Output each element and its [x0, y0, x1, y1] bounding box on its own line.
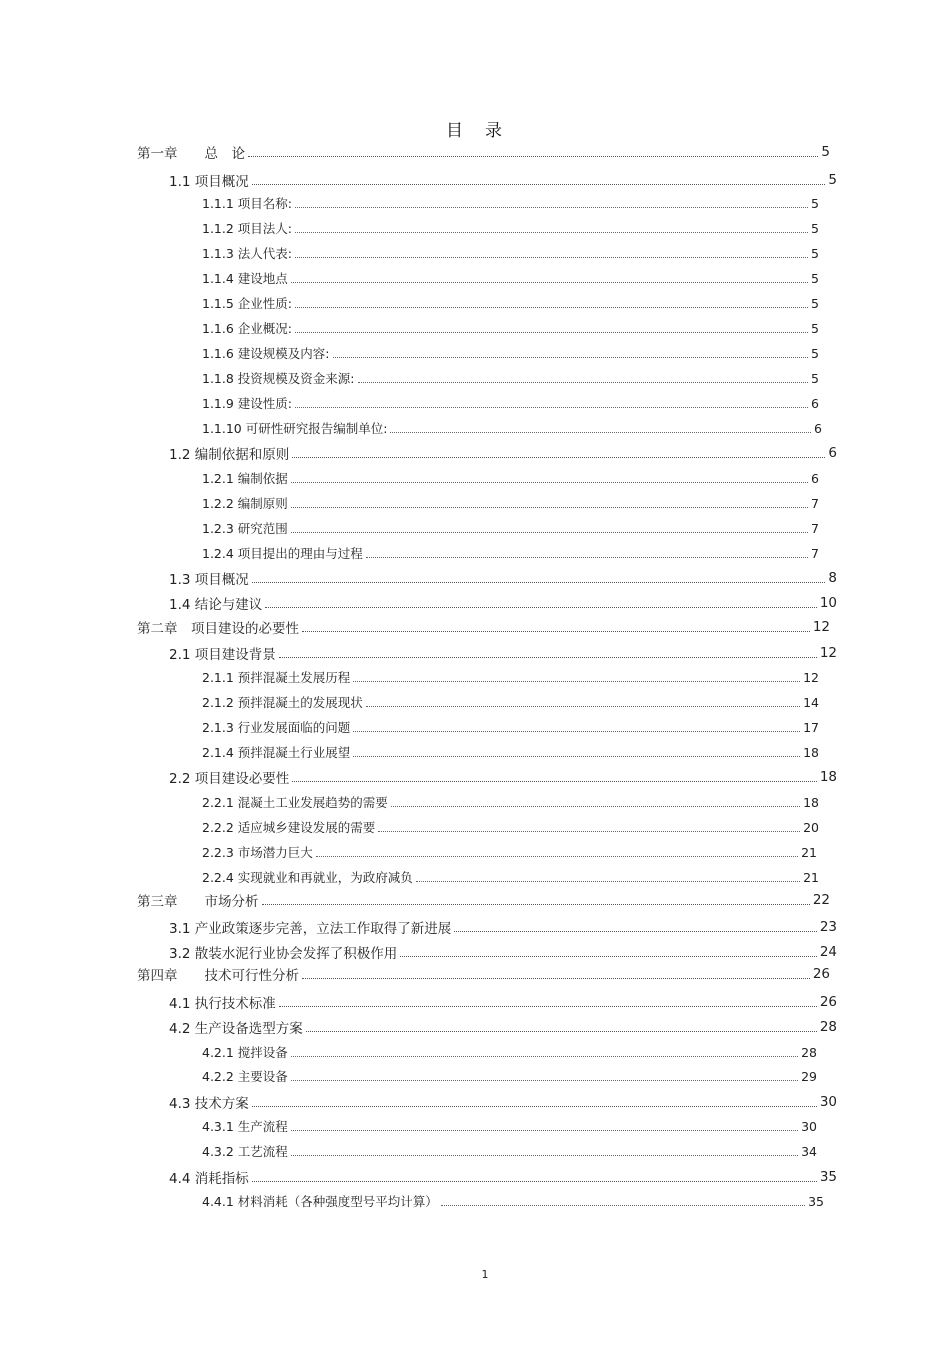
toc-entry[interactable] — [202, 293, 819, 313]
dot-leader — [292, 781, 817, 782]
dot-leader — [291, 1056, 798, 1057]
toc-entry[interactable] — [202, 792, 819, 812]
toc-entry-page: 18 — [803, 744, 819, 760]
toc-entry[interactable] — [169, 942, 837, 962]
dot-leader — [358, 382, 809, 383]
dot-leader — [353, 731, 800, 732]
toc-entry[interactable] — [202, 468, 819, 488]
dot-leader — [248, 156, 818, 157]
toc-entry-page: 5 — [821, 144, 830, 160]
toc-entry-label: 1.1.1 项目名称: — [202, 196, 292, 211]
toc-entry[interactable] — [202, 243, 819, 263]
dot-leader — [291, 507, 808, 508]
toc-entry[interactable] — [169, 443, 837, 463]
toc-entry[interactable] — [169, 568, 837, 588]
toc-entry[interactable] — [202, 1141, 817, 1161]
toc-entry-page: 17 — [803, 719, 819, 735]
dot-leader — [366, 706, 800, 707]
dot-leader — [291, 1155, 798, 1156]
toc-entry-label: 1.4 结论与建议 — [169, 597, 263, 613]
toc-entry-label: 1.3 项目概况 — [169, 572, 249, 588]
toc-entry-page: 6 — [811, 470, 819, 486]
toc-entry-page: 26 — [819, 994, 837, 1010]
toc-entry-label: 4.3 技术方案 — [169, 1096, 249, 1112]
toc-entry-page: 18 — [819, 769, 837, 785]
toc-entry-label: 1.1.3 法人代表: — [202, 246, 292, 261]
toc-entry[interactable] — [202, 343, 819, 363]
toc-entry-label: 1.1 项目概况 — [169, 174, 249, 190]
toc-entry-label: 2.2.4 实现就业和再就业，为政府减负 — [202, 870, 413, 885]
toc-entry[interactable] — [202, 1066, 817, 1086]
dot-leader — [292, 457, 825, 458]
toc-entry-label: 1.1.8 投资规模及资金来源: — [202, 371, 355, 386]
dot-leader — [316, 856, 798, 857]
toc-entry-label: 1.1.5 企业性质: — [202, 296, 292, 311]
dot-leader — [252, 1106, 817, 1107]
toc-entry-label: 2.1.4 预拌混凝土行业展望 — [202, 745, 351, 760]
toc-entry[interactable] — [202, 817, 819, 837]
toc-entry-label: 4.4 消耗指标 — [169, 1171, 249, 1187]
toc-entry[interactable] — [169, 643, 837, 663]
toc-entry[interactable] — [202, 867, 819, 887]
toc-entry-page: 5 — [811, 220, 819, 236]
dot-leader — [416, 881, 800, 882]
toc-entry-page: 28 — [819, 1019, 837, 1035]
toc-entry-label: 1.2.3 研究范围 — [202, 521, 288, 536]
toc-entry-label: 第三章 市场分析 — [137, 894, 259, 910]
toc-entry-page: 5 — [811, 320, 819, 336]
toc-entry-page: 7 — [811, 520, 819, 536]
toc-entry-page: 5 — [828, 172, 837, 188]
dot-leader — [454, 931, 817, 932]
toc-entry-label: 第一章 总 论 — [137, 146, 245, 162]
dot-leader — [279, 657, 817, 658]
toc-entry-label: 1.1.10 可研性研究报告编制单位: — [202, 421, 388, 436]
toc-entry-label: 1.1.6 建设规模及内容: — [202, 346, 330, 361]
dot-leader — [291, 282, 808, 283]
toc-entry[interactable] — [202, 393, 819, 413]
toc-entry-page: 29 — [801, 1068, 817, 1084]
dot-leader — [391, 806, 800, 807]
toc-entry-page: 12 — [812, 619, 830, 635]
toc-entry[interactable] — [169, 767, 837, 787]
dot-leader — [252, 1181, 817, 1182]
toc-entry-page: 6 — [811, 395, 819, 411]
toc-entry-page: 28 — [801, 1044, 817, 1060]
toc-entry[interactable] — [137, 964, 830, 984]
dot-leader — [390, 432, 811, 433]
toc-entry-page: 22 — [812, 892, 830, 908]
dot-leader — [295, 332, 808, 333]
toc-entry[interactable] — [202, 667, 819, 687]
toc-entry[interactable] — [202, 1042, 817, 1062]
toc-entry-label: 4.3.2 工艺流程 — [202, 1144, 288, 1159]
toc-entry[interactable] — [202, 717, 819, 737]
toc-entry-label: 4.2.1 搅拌设备 — [202, 1045, 288, 1060]
toc-entry-label: 第二章 项目建设的必要性 — [137, 621, 299, 637]
dot-leader — [366, 557, 808, 558]
toc-entry-page: 21 — [803, 869, 819, 885]
toc-entry[interactable] — [202, 1116, 817, 1136]
toc-entry[interactable] — [137, 890, 830, 910]
dot-leader — [378, 831, 800, 832]
toc-entry-label: 4.1 执行技术标准 — [169, 996, 276, 1012]
toc-entry-label: 2.2.2 适应城乡建设发展的需要 — [202, 820, 376, 835]
dot-leader — [295, 307, 808, 308]
toc-entry[interactable] — [202, 218, 819, 238]
toc-entry[interactable] — [169, 917, 837, 937]
toc-entry-label: 2.2.1 混凝土工业发展趋势的需要 — [202, 795, 388, 810]
toc-entry-label: 1.2 编制依据和原则 — [169, 447, 290, 463]
toc-entry-label: 2.1.1 预拌混凝土发展历程 — [202, 670, 351, 685]
toc-entry-label: 4.3.1 生产流程 — [202, 1119, 288, 1134]
toc-entry-page: 21 — [801, 844, 817, 860]
toc-entry[interactable] — [202, 493, 819, 513]
toc-entry-page: 5 — [811, 245, 819, 261]
toc-entry-page: 7 — [811, 495, 819, 511]
toc-entry-page: 35 — [808, 1193, 824, 1209]
toc-entry-label: 1.1.9 建设性质: — [202, 396, 292, 411]
toc-entry[interactable] — [202, 543, 819, 563]
dot-leader — [295, 207, 808, 208]
toc-entry-label: 1.1.2 项目法人: — [202, 221, 292, 236]
toc-entry-label: 1.2.4 项目提出的理由与过程 — [202, 546, 363, 561]
toc-entry-page: 34 — [801, 1143, 817, 1159]
toc-entry-label: 2.2 项目建设必要性 — [169, 771, 290, 787]
toc-entry[interactable] — [202, 268, 819, 288]
toc-entry-page: 6 — [828, 445, 837, 461]
toc-entry[interactable] — [169, 992, 837, 1012]
dot-leader — [353, 681, 800, 682]
toc-entry-page: 5 — [811, 270, 819, 286]
toc-entry[interactable] — [202, 318, 819, 338]
dot-leader — [400, 956, 817, 957]
toc-entry[interactable] — [169, 593, 837, 613]
toc-title: 目录 — [446, 121, 524, 141]
toc-entry[interactable] — [202, 518, 819, 538]
toc-entry[interactable] — [202, 193, 819, 213]
toc-entry-page: 18 — [803, 794, 819, 810]
toc-entry-label: 1.2.1 编制依据 — [202, 471, 288, 486]
dot-leader — [291, 1080, 798, 1081]
toc-entry[interactable] — [169, 1017, 837, 1037]
toc-entry-page: 30 — [801, 1118, 817, 1134]
toc-entry-label: 1.1.6 企业概况: — [202, 321, 292, 336]
dot-leader — [302, 631, 810, 632]
toc-entry-label: 2.1.2 预拌混凝土的发展现状 — [202, 695, 363, 710]
dot-leader — [441, 1205, 805, 1206]
toc-entry[interactable] — [202, 692, 819, 712]
toc-entry-label: 4.2 生产设备选型方案 — [169, 1021, 303, 1037]
toc-entry-page: 12 — [819, 645, 837, 661]
toc-entry[interactable] — [202, 418, 822, 438]
toc-entry-label: 4.4.1 材料消耗（各种强度型号平均计算） — [202, 1194, 438, 1209]
dot-leader — [302, 978, 810, 979]
dot-leader — [295, 407, 808, 408]
dot-leader — [291, 532, 808, 533]
toc-entry-page: 5 — [811, 295, 819, 311]
dot-leader — [333, 357, 809, 358]
toc-entry-page: 20 — [803, 819, 819, 835]
toc-entry[interactable] — [202, 368, 819, 388]
toc-entry-page: 30 — [819, 1094, 837, 1110]
toc-entry-page: 24 — [819, 944, 837, 960]
page-number: 1 — [481, 1268, 489, 1281]
toc-entry-page: 5 — [811, 345, 819, 361]
dot-leader — [295, 257, 808, 258]
dot-leader — [295, 232, 808, 233]
toc-entry[interactable] — [169, 1092, 837, 1112]
toc-entry-label: 第四章 技术可行性分析 — [137, 968, 299, 984]
toc-entry-page: 14 — [803, 694, 819, 710]
toc-entry-page: 10 — [819, 595, 837, 611]
dot-leader — [353, 756, 800, 757]
dot-leader — [291, 482, 808, 483]
toc-entry-label: 2.2.3 市场潜力巨大 — [202, 845, 313, 860]
toc-entry-page: 5 — [811, 195, 819, 211]
toc-entry[interactable] — [202, 742, 819, 762]
toc-entry[interactable] — [137, 142, 830, 162]
toc-entry-label: 1.1.4 建设地点 — [202, 271, 288, 286]
toc-entry-page: 8 — [828, 570, 837, 586]
toc-entry-label: 3.1 产业政策逐步完善，立法工作取得了新进展 — [169, 921, 452, 937]
dot-leader — [279, 1006, 817, 1007]
toc-entry-page: 23 — [819, 919, 837, 935]
toc-entry-label: 4.2.2 主要设备 — [202, 1069, 288, 1084]
dot-leader — [262, 904, 810, 905]
dot-leader — [291, 1130, 798, 1131]
toc-entry[interactable] — [169, 1167, 837, 1187]
dot-leader — [265, 607, 817, 608]
toc-entry-label: 1.2.2 编制原则 — [202, 496, 288, 511]
toc-entry[interactable] — [202, 842, 817, 862]
toc-entry[interactable] — [169, 170, 837, 190]
toc-entry-page: 7 — [811, 545, 819, 561]
toc-entry-page: 26 — [812, 966, 830, 982]
toc-entry-label: 3.2 散装水泥行业协会发挥了积极作用 — [169, 946, 398, 962]
toc-entry-page: 6 — [814, 420, 822, 436]
toc-entry-label: 2.1.3 行业发展面临的问题 — [202, 720, 351, 735]
toc-entry[interactable] — [137, 617, 830, 637]
dot-leader — [252, 582, 826, 583]
toc-entry-page: 12 — [803, 669, 819, 685]
dot-leader — [252, 184, 826, 185]
toc-entry-page: 5 — [811, 370, 819, 386]
toc-entry-label: 2.1 项目建设背景 — [169, 647, 276, 663]
toc-entry-page: 35 — [819, 1169, 837, 1185]
toc-entry[interactable] — [202, 1191, 824, 1211]
dot-leader — [306, 1031, 817, 1032]
